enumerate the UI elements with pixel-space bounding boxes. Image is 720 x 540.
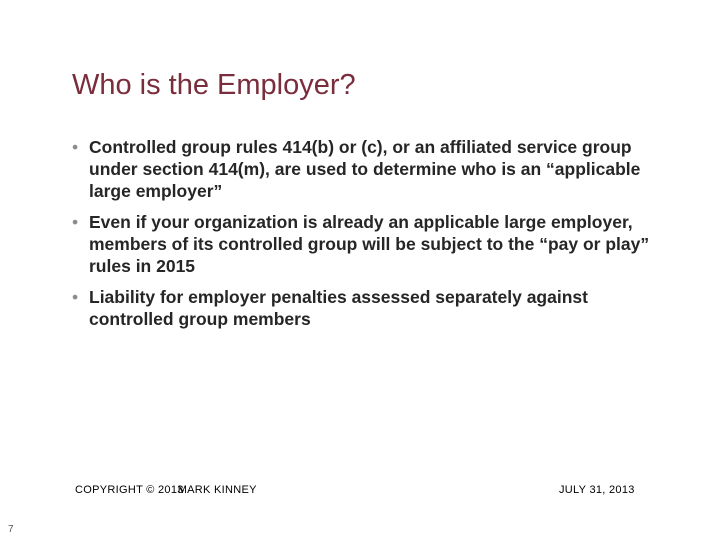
bullet-text: Even if your organization is already an applicable large employer, members of its controlled group will be subject to the “pay or play” rules in 2015 xyxy=(89,212,650,276)
bullet-text: Controlled group rules 414(b) or (c), or an affiliated service group under section 414(m), are used to determine who is an “applicable large employer” xyxy=(89,137,641,201)
bullet-dot-icon: • xyxy=(72,287,79,307)
bullet-text: Liability for employer penalties assessed separately against controlled group members xyxy=(89,287,588,329)
bullet-dot-icon: • xyxy=(72,212,79,232)
bullet-item xyxy=(70,211,660,277)
slide-title: Who is the Employer? xyxy=(72,69,356,101)
bullet-dot-icon: • xyxy=(72,137,79,157)
bullet-item xyxy=(70,136,660,202)
footer-date: JULY 31, 2013 xyxy=(559,484,635,496)
page-number: 7 xyxy=(8,524,14,535)
copyright-label: COPYRIGHT © 2013 xyxy=(75,484,184,496)
footer-copyright xyxy=(75,484,257,496)
author-name: MARK KINNEY xyxy=(177,484,257,496)
bullet-list xyxy=(70,136,660,339)
bullet-item xyxy=(70,286,660,330)
